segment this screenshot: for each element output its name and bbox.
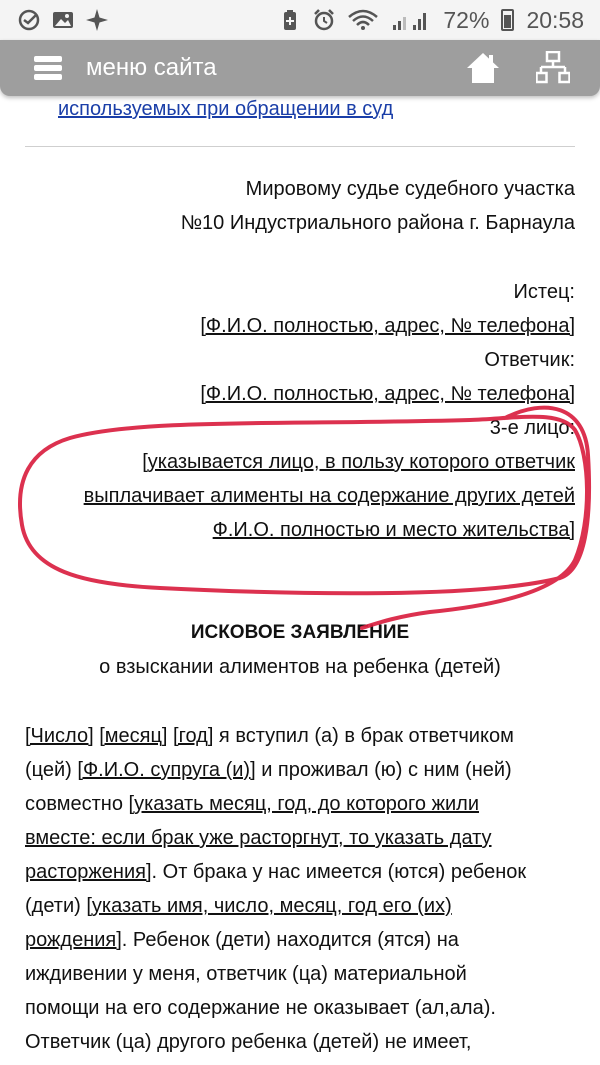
third-party-line-2: выплачивает алименты на содержание других детей <box>83 485 575 507</box>
document-title: ИСКОВОЕ ЗАЯВЛЕНИЕ <box>190 622 410 643</box>
document-subtitle: о взыскании алиментов на ребенка (детей) <box>99 656 501 678</box>
addressee-line-1: Мировому судье судебного участка <box>245 178 575 200</box>
site-menu-button[interactable] <box>0 40 217 96</box>
header-actions <box>466 51 600 85</box>
plaintiff-label: Истец: <box>513 281 575 303</box>
field-birth: рождения] <box>25 929 122 951</box>
battery-icon <box>501 9 514 31</box>
field-divorce: расторжения] <box>25 861 152 883</box>
field-month: [месяц] <box>99 725 168 747</box>
status-bar <box>0 0 600 40</box>
body-line-5: расторжения]. От брака у нас имеется (ются) ребенок <box>25 861 527 883</box>
sberbank-icon <box>18 9 40 31</box>
body-line-9: помощи на его содержание не оказывает (ал,ала). <box>25 997 496 1019</box>
field-day: [Число] <box>25 725 94 747</box>
body-line-10: Ответчик (ца) другого ребенка (детей) не имеет, <box>25 1031 472 1053</box>
sitemap-icon[interactable] <box>536 51 570 85</box>
field-child-info: [указать имя, число, месяц, год его (их) <box>86 895 452 917</box>
battery-percent: 72% <box>443 6 490 33</box>
field-year: [год] <box>173 725 214 747</box>
signal-icon <box>391 9 431 31</box>
clock: 20:58 <box>526 6 584 33</box>
defendant-label: Ответчик: <box>484 349 575 371</box>
defendant-value: [Ф.И.О. полностью, адрес, № телефона] <box>200 383 575 405</box>
battery-saver-icon <box>279 9 301 31</box>
body-line-7: рождения]. Ребенок (дети) находится (ятся) на <box>25 929 459 951</box>
menu-label: меню сайта <box>86 54 217 81</box>
status-left <box>18 9 108 31</box>
third-party-label: 3-е лицо: <box>489 417 575 439</box>
sparkle-icon <box>86 9 108 31</box>
body-line-3: совместно [указать месяц, год, до которого жили <box>25 793 479 815</box>
field-spouse-name: [Ф.И.О. супруга (и)] <box>77 759 256 781</box>
wifi-icon <box>347 9 379 31</box>
body-line-6: (дети) [указать имя, число, месяц, год его (их) <box>25 895 452 917</box>
divider <box>25 146 575 147</box>
third-party-line-1: [указывается лицо, в пользу которого ответчик <box>142 451 575 473</box>
plaintiff-value: [Ф.И.О. полностью, адрес, № телефона] <box>200 315 575 337</box>
addressee-line-2: №10 Индустриального района г. Барнаула <box>180 212 575 234</box>
gallery-icon <box>52 9 74 31</box>
hamburger-icon <box>34 56 62 80</box>
home-icon[interactable] <box>466 51 500 85</box>
top-link[interactable]: используемых при обращении в суд <box>58 98 394 120</box>
third-party-line-3: Ф.И.О. полностью и место жительства] <box>212 519 575 541</box>
body-line-1: [Число] [месяц] [год] я вступил (а) в брак ответчиком <box>25 725 514 747</box>
body-line-4: вместе: если брак уже расторгнут, то указать дату <box>25 827 492 849</box>
app-header <box>0 40 600 96</box>
body-line-8: иждивении у меня, ответчик (ца) материальной <box>25 963 467 985</box>
body-line-2: (цей) [Ф.И.О. супруга (и)] и проживал (ю) с ним (ней) <box>25 759 512 781</box>
field-cohabitation-period: [указать месяц, год, до которого жили <box>128 793 479 815</box>
status-right <box>279 7 584 34</box>
alarm-icon <box>313 9 335 31</box>
